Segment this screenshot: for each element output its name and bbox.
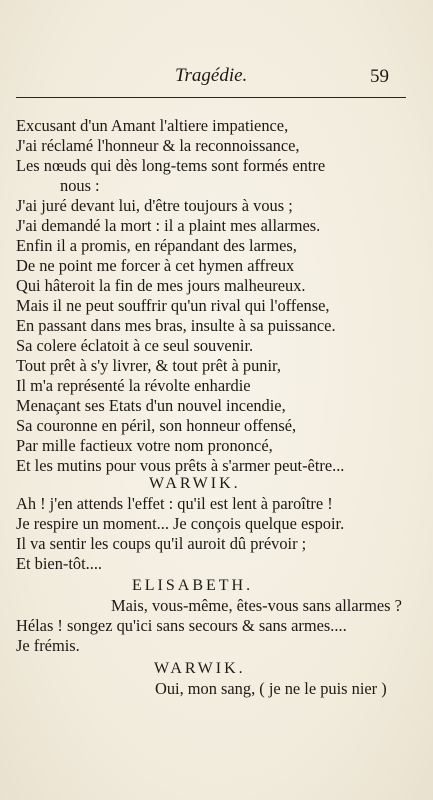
header-rule <box>16 97 406 98</box>
speaker-name: WARWIK. <box>154 660 246 677</box>
verse-line: Hélas ! songez qu'ici sans secours & sans armes.... <box>16 616 347 635</box>
verse-line: J'ai demandé la mort : il a plaint mes allarmes. <box>16 216 321 235</box>
verse-line: nous : <box>60 176 100 195</box>
page-number: 59 <box>370 66 389 87</box>
verse-line: Et bien-tôt.... <box>16 554 103 573</box>
running-title: Tragédie. <box>175 65 248 86</box>
verse-line: Menaçant ses Etats d'un nouvel incendie, <box>16 396 286 415</box>
verse-line: Tout prêt à s'y livrer, & tout prêt à punir, <box>16 356 281 375</box>
verse-line: Les nœuds qui dès long-tems sont formés entre <box>16 156 326 175</box>
verse-line: Excusant d'un Amant l'altiere impatience, <box>16 116 289 135</box>
verse-line: Je frémis. <box>16 636 80 655</box>
verse-line: J'ai réclamé l'honneur & la reconnoissance, <box>16 136 300 155</box>
verse-line: Qui hâteroit la fin de mes jours malheureux. <box>16 276 306 295</box>
verse-line: Oui, mon sang, ( je ne le puis nier ) <box>155 679 387 698</box>
speaker-name: WARWIK. <box>149 475 241 492</box>
verse-line: Sa colere éclatoit à ce seul souvenir. <box>16 336 254 355</box>
verse-line: De ne point me forcer à cet hymen affreux <box>16 256 295 275</box>
verse-line: Il m'a représenté la révolte enhardie <box>16 376 251 395</box>
verse-line: Il va sentir les coups qu'il auroit dû prévoir ; <box>16 534 307 553</box>
verse-line: Enfin il a promis, en répandant des larmes, <box>16 236 297 255</box>
verse-line: Mais, vous-même, êtes-vous sans allarmes ? <box>111 596 402 615</box>
verse-line: J'ai juré devant lui, d'être toujours à vous ; <box>16 196 293 215</box>
speaker-name: ELISABETH. <box>132 577 254 594</box>
verse-line: En passant dans mes bras, insulte à sa puissance. <box>16 316 336 335</box>
verse-line: Sa couronne en péril, son honneur offensé, <box>16 416 297 435</box>
verse-line: Mais il ne peut souffrir qu'un rival qui l'offense, <box>16 296 330 315</box>
verse-line: Par mille factieux votre nom prononcé, <box>16 436 273 455</box>
verse-line: Je respire un moment... Je conçois quelque espoir. <box>16 514 345 533</box>
verse-line: Et les mutins pour vous prêts à s'armer peut-être... <box>16 456 345 475</box>
page-header <box>0 62 433 92</box>
verse-line: Ah ! j'en attends l'effet : qu'il est lent à paroître ! <box>16 494 333 513</box>
